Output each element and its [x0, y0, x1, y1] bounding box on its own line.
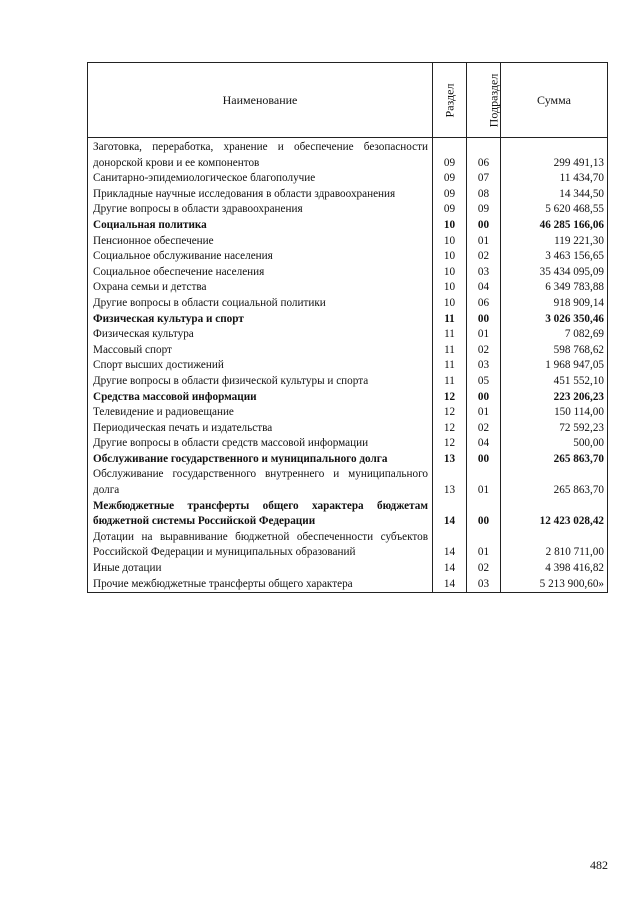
row-section: 11	[433, 312, 467, 328]
row-section: 11	[433, 374, 467, 390]
row-name: Другие вопросы в области социальной политики	[88, 296, 433, 312]
table-row	[88, 249, 608, 265]
row-section: 09	[433, 187, 467, 203]
row-name: Межбюджетные трансферты общего характера бюджетам бюджетной системы Российской Федерации	[88, 499, 433, 530]
row-subsection: 06	[467, 138, 501, 172]
row-name: Иные дотации	[88, 561, 433, 577]
row-sum: 265 863,70	[501, 467, 608, 498]
row-section: 09	[433, 171, 467, 187]
row-section: 10	[433, 280, 467, 296]
row-subsection: 06	[467, 296, 501, 312]
row-name: Физическая культура и спорт	[88, 312, 433, 328]
row-name: Периодическая печать и издательства	[88, 421, 433, 437]
header-name: Наименование	[88, 63, 433, 138]
row-subsection: 03	[467, 265, 501, 281]
row-subsection: 01	[467, 467, 501, 498]
row-section: 10	[433, 218, 467, 234]
table-row	[88, 187, 608, 203]
row-sum: 3 026 350,46	[501, 312, 608, 328]
row-subsection: 00	[467, 218, 501, 234]
row-name: Социальное обслуживание населения	[88, 249, 433, 265]
row-section: 10	[433, 265, 467, 281]
row-name: Пенсионное обеспечение	[88, 234, 433, 250]
row-sum: 5 213 900,60»	[501, 577, 608, 593]
table-row	[88, 138, 608, 172]
table-row	[88, 530, 608, 561]
table-row	[88, 405, 608, 421]
table-row	[88, 171, 608, 187]
row-sum: 7 082,69	[501, 327, 608, 343]
table-row	[88, 296, 608, 312]
row-sum: 918 909,14	[501, 296, 608, 312]
row-name: Другие вопросы в области средств массовой информации	[88, 436, 433, 452]
row-sum: 265 863,70	[501, 452, 608, 468]
table-row	[88, 561, 608, 577]
row-sum: 4 398 416,82	[501, 561, 608, 577]
row-name: Заготовка, переработка, хранение и обеспечение безопасности донорской крови и ее компонентов	[88, 138, 433, 172]
row-section: 11	[433, 343, 467, 359]
header-subsection	[467, 63, 501, 138]
row-name: Физическая культура	[88, 327, 433, 343]
row-name: Другие вопросы в области здравоохранения	[88, 202, 433, 218]
row-name: Прикладные научные исследования в области здравоохранения	[88, 187, 433, 203]
table-row	[88, 436, 608, 452]
row-subsection: 03	[467, 577, 501, 593]
table-row	[88, 218, 608, 234]
row-sum: 2 810 711,00	[501, 530, 608, 561]
table-row	[88, 280, 608, 296]
table-row	[88, 452, 608, 468]
row-sum: 223 206,23	[501, 390, 608, 406]
row-sum: 119 221,30	[501, 234, 608, 250]
row-section: 14	[433, 530, 467, 561]
row-sum: 299 491,13	[501, 138, 608, 172]
row-subsection: 08	[467, 187, 501, 203]
row-name: Прочие межбюджетные трансферты общего характера	[88, 577, 433, 593]
table-row	[88, 312, 608, 328]
row-subsection: 00	[467, 452, 501, 468]
row-section: 09	[433, 202, 467, 218]
row-name: Охрана семьи и детства	[88, 280, 433, 296]
row-section: 13	[433, 452, 467, 468]
table-row	[88, 343, 608, 359]
row-name: Телевидение и радиовещание	[88, 405, 433, 421]
row-sum: 500,00	[501, 436, 608, 452]
row-section: 12	[433, 436, 467, 452]
table-body	[88, 138, 608, 593]
row-sum: 3 463 156,65	[501, 249, 608, 265]
row-sum: 35 434 095,09	[501, 265, 608, 281]
row-sum: 451 552,10	[501, 374, 608, 390]
row-subsection: 05	[467, 374, 501, 390]
row-name: Обслуживание государственного внутреннего и муниципального долга	[88, 467, 433, 498]
row-subsection: 02	[467, 343, 501, 359]
table-row	[88, 234, 608, 250]
row-subsection: 04	[467, 436, 501, 452]
header-sum: Сумма	[501, 63, 608, 138]
row-sum: 12 423 028,42	[501, 499, 608, 530]
row-subsection: 07	[467, 171, 501, 187]
row-sum: 150 114,00	[501, 405, 608, 421]
row-sum: 72 592,23	[501, 421, 608, 437]
row-section: 11	[433, 358, 467, 374]
row-name: Массовый спорт	[88, 343, 433, 359]
row-sum: 46 285 166,06	[501, 218, 608, 234]
row-section: 10	[433, 234, 467, 250]
table-row	[88, 577, 608, 593]
row-name: Средства массовой информации	[88, 390, 433, 406]
row-subsection: 03	[467, 358, 501, 374]
row-sum: 5 620 468,55	[501, 202, 608, 218]
header-section-label: Раздел	[442, 83, 457, 117]
row-subsection: 00	[467, 312, 501, 328]
row-name: Социальное обеспечение населения	[88, 265, 433, 281]
table-row	[88, 467, 608, 498]
table-row	[88, 202, 608, 218]
page-number: 482	[590, 858, 608, 872]
row-sum: 14 344,50	[501, 187, 608, 203]
header-row	[88, 63, 608, 138]
row-name: Спорт высших достижений	[88, 358, 433, 374]
row-section: 12	[433, 390, 467, 406]
row-name: Другие вопросы в области физической культуры и спорта	[88, 374, 433, 390]
row-subsection: 02	[467, 249, 501, 265]
row-section: 09	[433, 138, 467, 172]
row-subsection: 01	[467, 530, 501, 561]
table-row	[88, 265, 608, 281]
row-sum: 6 349 783,88	[501, 280, 608, 296]
table-row	[88, 358, 608, 374]
table-row	[88, 374, 608, 390]
table-header	[88, 63, 608, 138]
header-subsection-label: Подраздел	[486, 73, 501, 127]
row-sum: 1 968 947,05	[501, 358, 608, 374]
row-subsection: 04	[467, 280, 501, 296]
header-section	[433, 63, 467, 138]
row-name: Дотации на выравнивание бюджетной обеспеченности субъектов Российской Федерации и муниципальных образований	[88, 530, 433, 561]
row-name: Социальная политика	[88, 218, 433, 234]
row-name: Санитарно-эпидемиологическое благополучие	[88, 171, 433, 187]
row-section: 10	[433, 249, 467, 265]
budget-table	[87, 62, 608, 593]
table-row	[88, 327, 608, 343]
row-subsection: 09	[467, 202, 501, 218]
row-subsection: 02	[467, 421, 501, 437]
row-section: 12	[433, 421, 467, 437]
row-section: 13	[433, 467, 467, 498]
row-subsection: 01	[467, 405, 501, 421]
row-subsection: 00	[467, 499, 501, 530]
row-section: 11	[433, 327, 467, 343]
row-section: 14	[433, 577, 467, 593]
row-section: 10	[433, 296, 467, 312]
row-subsection: 01	[467, 234, 501, 250]
table-row	[88, 499, 608, 530]
row-subsection: 01	[467, 327, 501, 343]
row-section: 14	[433, 499, 467, 530]
row-section: 12	[433, 405, 467, 421]
row-sum: 11 434,70	[501, 171, 608, 187]
row-sum: 598 768,62	[501, 343, 608, 359]
row-subsection: 00	[467, 390, 501, 406]
table-row	[88, 390, 608, 406]
row-section: 14	[433, 561, 467, 577]
row-subsection: 02	[467, 561, 501, 577]
table-row	[88, 421, 608, 437]
row-name: Обслуживание государственного и муниципального долга	[88, 452, 433, 468]
